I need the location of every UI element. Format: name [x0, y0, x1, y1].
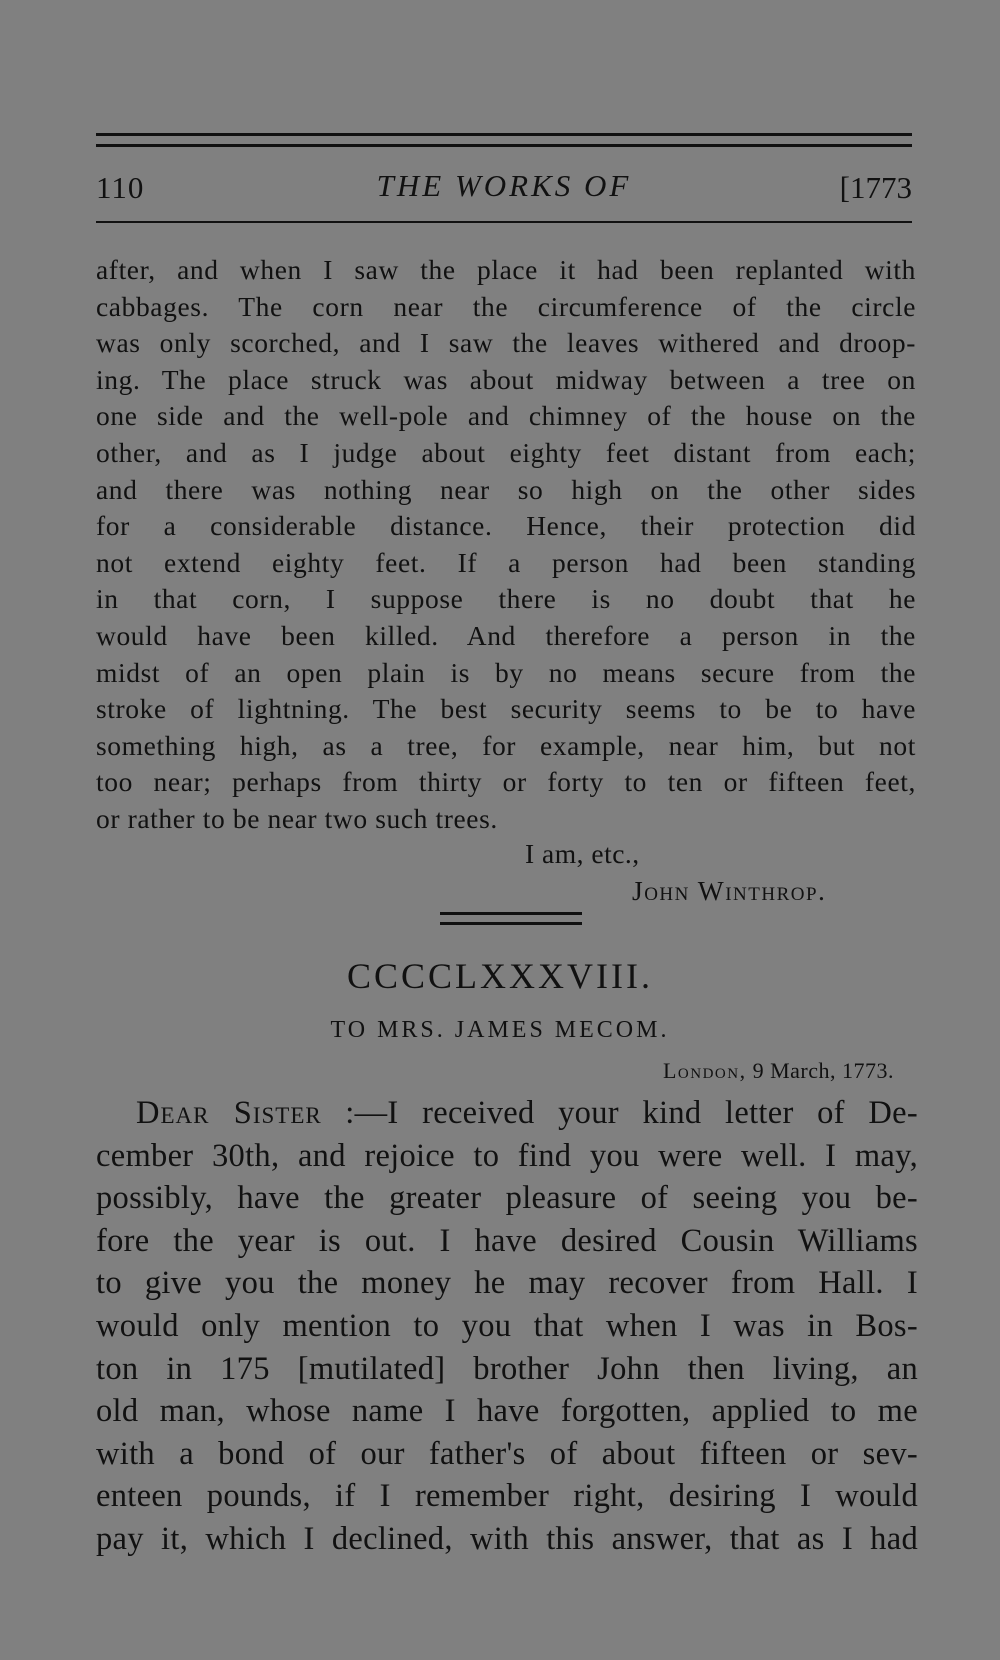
text-line: with a bond of our father's of about fifteen or sev- — [96, 1435, 918, 1472]
dateline — [663, 1058, 894, 1084]
running-title: THE WORKS OF — [376, 168, 632, 203]
text-line: too near; perhaps from thirty or forty to ten or fifteen feet, — [96, 766, 916, 798]
salutation-continuation: :—I received your kind letter of De- — [345, 1095, 918, 1131]
text-line: would only mention to you that when I was in Bos- — [96, 1307, 918, 1344]
text-line: ton in 175 [mutilated] brother John then living, an — [96, 1350, 918, 1387]
previous-letter-body — [96, 252, 916, 838]
text-line: in that corn, I suppose there is no doubt that he — [96, 583, 916, 615]
text-line: midst of an open plain is by no means secure from the — [96, 656, 916, 688]
letter-body — [96, 1092, 918, 1561]
salutation-line — [96, 1092, 918, 1135]
text-line: fore the year is out. I have desired Cousin Williams — [96, 1222, 918, 1259]
text-line: cabbages. The corn near the circumference of the circle — [96, 290, 916, 322]
running-head — [96, 164, 912, 214]
text-line: cember 30th, and rejoice to find you were well. I may, — [96, 1137, 918, 1174]
text-line: and there was nothing near so high on the other sides — [96, 473, 916, 505]
dateline-date: 9 March, 1773. — [752, 1058, 894, 1083]
text-line: other, and as I judge about eighty feet distant from each; — [96, 436, 916, 468]
letter-closing: I am, etc., — [525, 838, 640, 869]
letter-recipient: TO MRS. JAMES MECOM. — [330, 1017, 670, 1043]
text-line: ing. The place struck was about midway between a tree on — [96, 363, 916, 395]
text-line: old man, whose name I have forgotten, applied to me — [96, 1393, 918, 1430]
text-line: would have been killed. And therefore a person in the — [96, 619, 916, 651]
text-line: pay it, which I declined, with this answer, that as I had — [96, 1520, 918, 1557]
section-separator-rule-1 — [440, 912, 582, 915]
text-line: enteen pounds, if I remember right, desiring I would — [96, 1478, 918, 1515]
text-line: was only scorched, and I saw the leaves withered and droop- — [96, 327, 916, 359]
salutation: Dear Sister — [136, 1095, 322, 1131]
text-line: one side and the well-pole and chimney of the house on the — [96, 400, 916, 432]
text-line: for a considerable distance. Hence, their protection did — [96, 510, 916, 542]
section-separator-rule-2 — [440, 922, 582, 925]
header-top-rule-2 — [96, 144, 912, 147]
text-line: stroke of lightning. The best security seems to be to have — [96, 693, 916, 725]
text-line: not extend eighty feet. If a person had been standing — [96, 546, 916, 578]
text-line: something high, as a tree, for example, near him, but not — [96, 729, 916, 761]
text-line: after, and when I saw the place it had been replanted with — [96, 254, 916, 285]
header-top-rule-1 — [96, 133, 912, 136]
text-line: or rather to be near two such trees. — [96, 802, 498, 834]
letter-number-heading: CCCCLXXXVIII. — [347, 956, 653, 996]
running-year: [1773 — [839, 170, 912, 205]
text-line: to give you the money he may recover from Hall. I — [96, 1265, 918, 1302]
header-bottom-rule — [96, 221, 912, 223]
text-line: possibly, have the greater pleasure of seeing you be- — [96, 1180, 918, 1217]
dateline-place: London, — [662, 1058, 747, 1083]
page-number: 110 — [96, 170, 145, 205]
signature: John Winthrop. — [632, 875, 827, 906]
